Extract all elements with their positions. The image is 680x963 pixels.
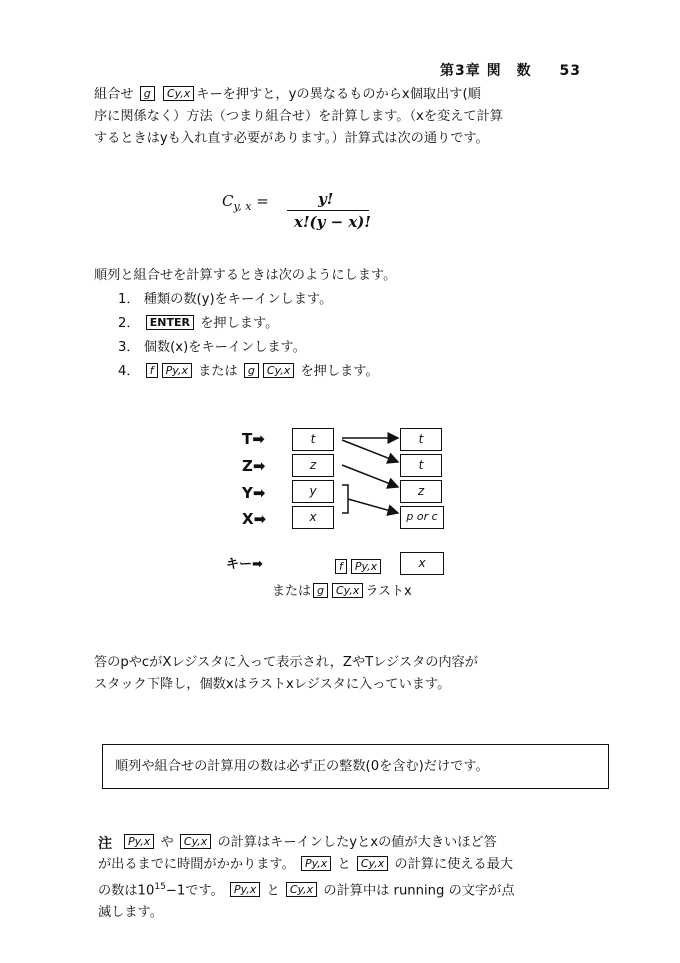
formula-numerator: y! bbox=[318, 190, 334, 208]
g-key: g bbox=[244, 363, 259, 378]
register-label-x: X➡ bbox=[242, 510, 267, 528]
chapter-title: 第3章 関 数 bbox=[440, 63, 532, 79]
f-key: f bbox=[146, 363, 158, 378]
arrow-z-to-y bbox=[342, 465, 398, 487]
enter-key: ENTER bbox=[146, 315, 194, 330]
bracket-yx bbox=[342, 485, 348, 513]
register-label-t: T➡ bbox=[242, 430, 265, 448]
note-line-3: の数は$10^{15}-1$です。 Py,x と Cy,x の計算中は running の文字が点 bbox=[98, 882, 515, 899]
register-label-y: Y➡ bbox=[242, 484, 266, 502]
f-key: f bbox=[335, 559, 347, 574]
cyx-key: Cy,x bbox=[263, 363, 294, 378]
stack-after-t: t bbox=[400, 428, 442, 451]
cyx-key: Cy,x bbox=[357, 856, 388, 871]
result-paragraph bbox=[94, 652, 634, 696]
formula-denominator: x!(y − x)! bbox=[294, 213, 371, 231]
step-2: 2． ENTER を押します。 bbox=[118, 316, 279, 331]
result-line-1: 答のpやcがXレジスタに入って表示され，ZやTレジスタの内容が bbox=[94, 655, 478, 670]
stack-before-t: t bbox=[292, 428, 334, 451]
result-line-2: スタック下降し，個数xはラストxレジスタに入っています。 bbox=[94, 677, 451, 692]
lastx-register: x bbox=[400, 552, 444, 575]
key-label: キー➡ bbox=[226, 557, 263, 572]
pyx-key: Py,x bbox=[162, 363, 192, 378]
pyx-key: Py,x bbox=[124, 834, 154, 849]
arrow-yx-to-result bbox=[348, 499, 398, 513]
pyx-key: Py,x bbox=[301, 856, 331, 871]
pyx-key: Py,x bbox=[230, 882, 260, 897]
stack-arrows bbox=[336, 425, 406, 535]
step-1: 1． 種類の数(y)をキーインします。 bbox=[118, 292, 333, 307]
step-3: 3． 個数(x)をキーインします。 bbox=[118, 340, 306, 355]
note-label: 注 bbox=[98, 836, 112, 852]
g-key: g bbox=[140, 86, 155, 101]
stack-after-y: z bbox=[400, 480, 442, 503]
arrow-t-to-z bbox=[342, 440, 398, 462]
stack-before-z: z bbox=[292, 454, 334, 477]
cyx-key: Cy,x bbox=[163, 86, 194, 101]
formula-lhs: $C_{y, x}$ = bbox=[222, 192, 269, 213]
running-header bbox=[440, 60, 581, 80]
intro-paragraph bbox=[94, 84, 634, 150]
boxed-note: 順列や組合せの計算用の数は必ず正の整数(0を含む)だけです。 bbox=[102, 744, 609, 789]
fraction-bar bbox=[287, 210, 369, 211]
register-label-z: Z➡ bbox=[242, 457, 266, 475]
pyx-key: Py,x bbox=[351, 559, 381, 574]
intro-line-2: 序に関係なく）方法（つまり組合せ）を計算します。（xを変えて計算 bbox=[94, 109, 503, 124]
steps-list bbox=[94, 264, 396, 384]
diagram-alt-line: または g Cy,x ラストx bbox=[272, 584, 412, 599]
stack-after-z: t bbox=[400, 454, 442, 477]
stack-before-y: y bbox=[292, 480, 334, 503]
cyx-key: Cy,x bbox=[286, 882, 317, 897]
intro-line-1: 組合せ g Cy,x キーを押すと，yの異なるものからx個取出す(順 bbox=[94, 87, 481, 102]
note-line-1: Py,x や Cy,x の計算はキーインしたyとxの値が大きいほど答 bbox=[98, 832, 638, 854]
steps-intro: 順列と組合せを計算するときは次のようにします。 bbox=[94, 268, 397, 283]
diagram-key-sequence bbox=[333, 556, 383, 575]
cyx-key: Cy,x bbox=[180, 834, 211, 849]
note-line-2: が出るまでに時間がかかります。 Py,x と Cy,x の計算に使える最大 bbox=[98, 857, 514, 872]
stack-before-x: x bbox=[292, 506, 334, 529]
note-line-4: 滅します。 bbox=[98, 905, 163, 921]
note-paragraph bbox=[98, 832, 638, 924]
cyx-key: Cy,x bbox=[332, 583, 363, 598]
intro-line-3: するときはyも入れ直す必要があります。）計算式は次の通りです。 bbox=[94, 131, 489, 146]
g-key: g bbox=[313, 583, 328, 598]
step-4: 4． f Py,x または g Cy,x を押します。 bbox=[118, 364, 379, 379]
stack-after-x: p or c bbox=[400, 506, 444, 529]
page-number: 53 bbox=[559, 63, 581, 79]
